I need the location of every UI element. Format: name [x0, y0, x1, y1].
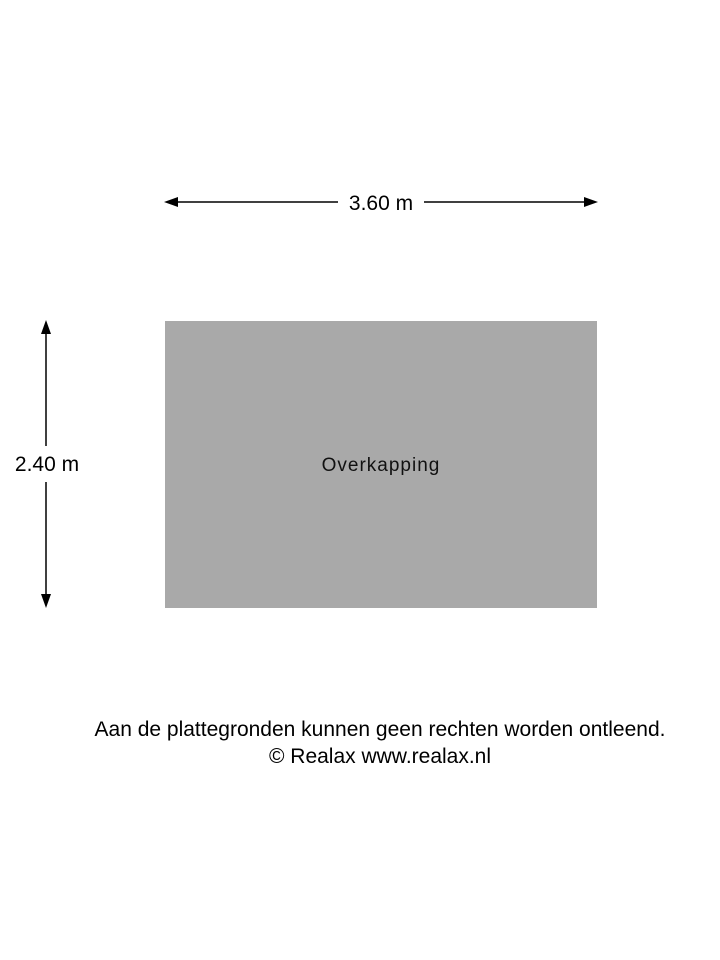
arrow-up-icon: [41, 320, 51, 334]
height-dimension-label: 2.40 m: [14, 453, 80, 476]
disclaimer-text: Aan de plattegronden kunnen geen rechten worden ontleend.: [94, 718, 666, 741]
copyright-text: © Realax www.realax.nl: [268, 745, 492, 768]
room-label: Overkapping: [321, 455, 441, 476]
room-overkapping: [165, 321, 597, 608]
arrow-left-icon: [164, 197, 178, 207]
arrow-right-icon: [584, 197, 598, 207]
width-dimension: [164, 192, 598, 215]
width-dimension-label: 3.60 m: [348, 192, 414, 215]
arrow-down-icon: [41, 594, 51, 608]
footer: [0, 716, 720, 770]
height-dimension: [15, 320, 79, 608]
